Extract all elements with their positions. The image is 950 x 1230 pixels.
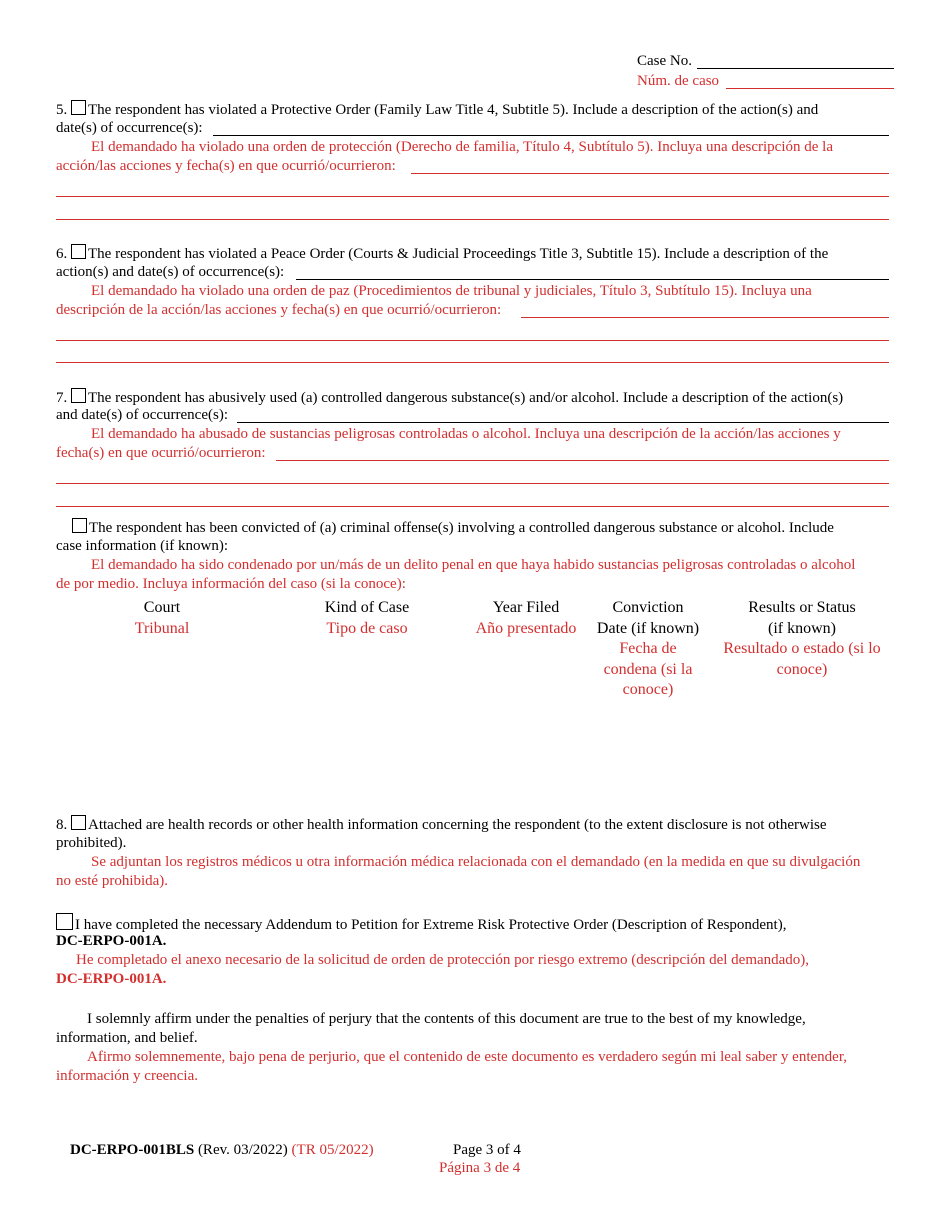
item5-extra-line-1[interactable] — [56, 196, 889, 197]
item6-es-line2: descripción de la acción/las acciones y fecha(s) en que ocurrió/ocurrieron: — [56, 302, 502, 318]
item7b-line1 — [72, 518, 834, 538]
col-court: Court Tribunal — [134, 599, 190, 637]
affirm-es-line1: Afirmo solemnemente, bajo pena de perjurio, que el contenido de este documento es verdadero según mi leal saber y entender, — [87, 1049, 847, 1065]
affirm-line1: I solemnly affirm under the penalties of perjury that the contents of this document are true to the best of my knowledge, — [87, 1011, 806, 1027]
item7b-text1: The respondent has been convicted of (a) criminal offense(s) involving a controlled dangerous substance or alcohol. Include — [89, 520, 834, 536]
item6-es-line1: El demandado ha violado una orden de paz (Procedimientos de tribunal y judiciales, Título 3, Subtítulo 15). Incluya una — [91, 283, 812, 299]
item5-checkbox[interactable] — [71, 100, 86, 115]
form-rev: (Rev. 03/2022) — [197, 1142, 288, 1158]
footer-form-id — [70, 1141, 374, 1160]
addendum-es-line1: He completado el anexo necesario de la solicitud de orden de protección por riesgo extremo (descripción del demandado), — [76, 952, 810, 968]
item6-field-es[interactable] — [521, 317, 889, 318]
item7-field[interactable] — [237, 422, 889, 423]
item8-es-line2: no esté prohibida). — [56, 873, 169, 889]
form-tr: (TR 05/2022) — [291, 1142, 374, 1158]
case-no-field[interactable] — [697, 68, 894, 69]
col-results: Results or Status (if known) Resultado o estado (si lo conoce) — [723, 599, 881, 678]
item7b-checkbox[interactable] — [72, 518, 87, 533]
item8-line1 — [56, 815, 827, 835]
item7-es-line1: El demandado ha abusado de sustancias peligrosas controladas o alcohol. Incluya una descripción de la acción/las acciones y — [91, 426, 841, 442]
item7-line1 — [56, 388, 843, 408]
item8-text1: Attached are health records or other health information concerning the respondent (to the extent disclosure is not otherwise — [88, 817, 827, 833]
item7-number: 7. — [56, 390, 68, 406]
case-no-label-es: Núm. de caso — [637, 73, 720, 89]
addendum-checkbox[interactable] — [56, 913, 73, 930]
col-conviction: Conviction Date (if known) Fecha de condena (si la conoce) — [596, 599, 700, 698]
item6-extra-line-2[interactable] — [56, 362, 889, 363]
item5-text1: The respondent has violated a Protective Order (Family Law Title 4, Subtitle 5). Include a description of the action(s) and — [88, 102, 819, 118]
item5-es-line1: El demandado ha violado una orden de protección (Derecho de familia, Título 4, Subtítulo 5). Incluya una descripción de la — [91, 139, 833, 155]
item5-number: 5. — [56, 102, 68, 118]
addendum-text1: I have completed the necessary Addendum to Petition for Extreme Risk Protective Order (Description of Respondent), — [75, 917, 787, 933]
item7-field-es[interactable] — [276, 460, 889, 461]
case-no-field-es[interactable] — [726, 88, 894, 89]
item7-line2: and date(s) of occurrence(s): — [56, 407, 228, 423]
item5-es-line2: acción/las acciones y fecha(s) en que ocurrió/ocurrieron: — [56, 158, 396, 174]
item8-es-line1: Se adjuntan los registros médicos u otra información médica relacionada con el demandado (en la medida en que su divulgación — [91, 854, 861, 870]
item8-line2: prohibited). — [56, 835, 127, 851]
form-id: DC-ERPO-001BLS — [70, 1142, 195, 1158]
item7-extra-line-1[interactable] — [56, 483, 889, 484]
item7-es-line2: fecha(s) en que ocurrió/ocurrieron: — [56, 445, 266, 461]
item7b-es-line2: de por medio. Incluya información del caso (si la conoce): — [56, 576, 406, 592]
affirm-line2: information, and belief. — [56, 1030, 198, 1046]
addendum-es-code: DC-ERPO-001A. — [56, 971, 167, 987]
item8-number: 8. — [56, 817, 68, 833]
item8-checkbox[interactable] — [71, 815, 86, 830]
item7b-es-line1: El demandado ha sido condenado por un/más de un delito penal en que haya habido sustancias peligrosas controladas o alcohol — [91, 557, 856, 573]
item6-text1: The respondent has violated a Peace Order (Courts & Judicial Proceedings Title 3, Subtitle 15). Include a description of the — [88, 246, 829, 262]
item7b-line2: case information (if known): — [56, 538, 229, 554]
item7-extra-line-2[interactable] — [56, 506, 889, 507]
item5-field[interactable] — [213, 135, 889, 136]
item6-line2: action(s) and date(s) of occurrence(s): — [56, 264, 285, 280]
page-number: Page 3 of 4 — [453, 1142, 521, 1158]
item6-checkbox[interactable] — [71, 244, 86, 259]
col-kind: Kind of Case Tipo de caso — [324, 599, 410, 637]
item7-text1: The respondent has abusively used (a) controlled dangerous substance(s) and/or alcohol. Include a description of the action(s) — [88, 390, 844, 406]
item6-field[interactable] — [296, 279, 889, 280]
item6-line1 — [56, 244, 828, 264]
item6-extra-line-1[interactable] — [56, 340, 889, 341]
item5-line2: date(s) of occurrence(s): — [56, 120, 203, 136]
affirm-es-line2: información y creencia. — [56, 1068, 199, 1084]
case-no-label: Case No. — [637, 53, 692, 69]
item6-number: 6. — [56, 246, 68, 262]
item5-line1 — [56, 100, 818, 120]
col-year: Year Filed Año presentado — [475, 599, 577, 637]
item5-field-es[interactable] — [411, 173, 889, 174]
item5-extra-line-2[interactable] — [56, 219, 889, 220]
item7-checkbox[interactable] — [71, 388, 86, 403]
addendum-code: DC-ERPO-001A. — [56, 933, 167, 949]
page-number-es: Página 3 de 4 — [439, 1160, 521, 1176]
